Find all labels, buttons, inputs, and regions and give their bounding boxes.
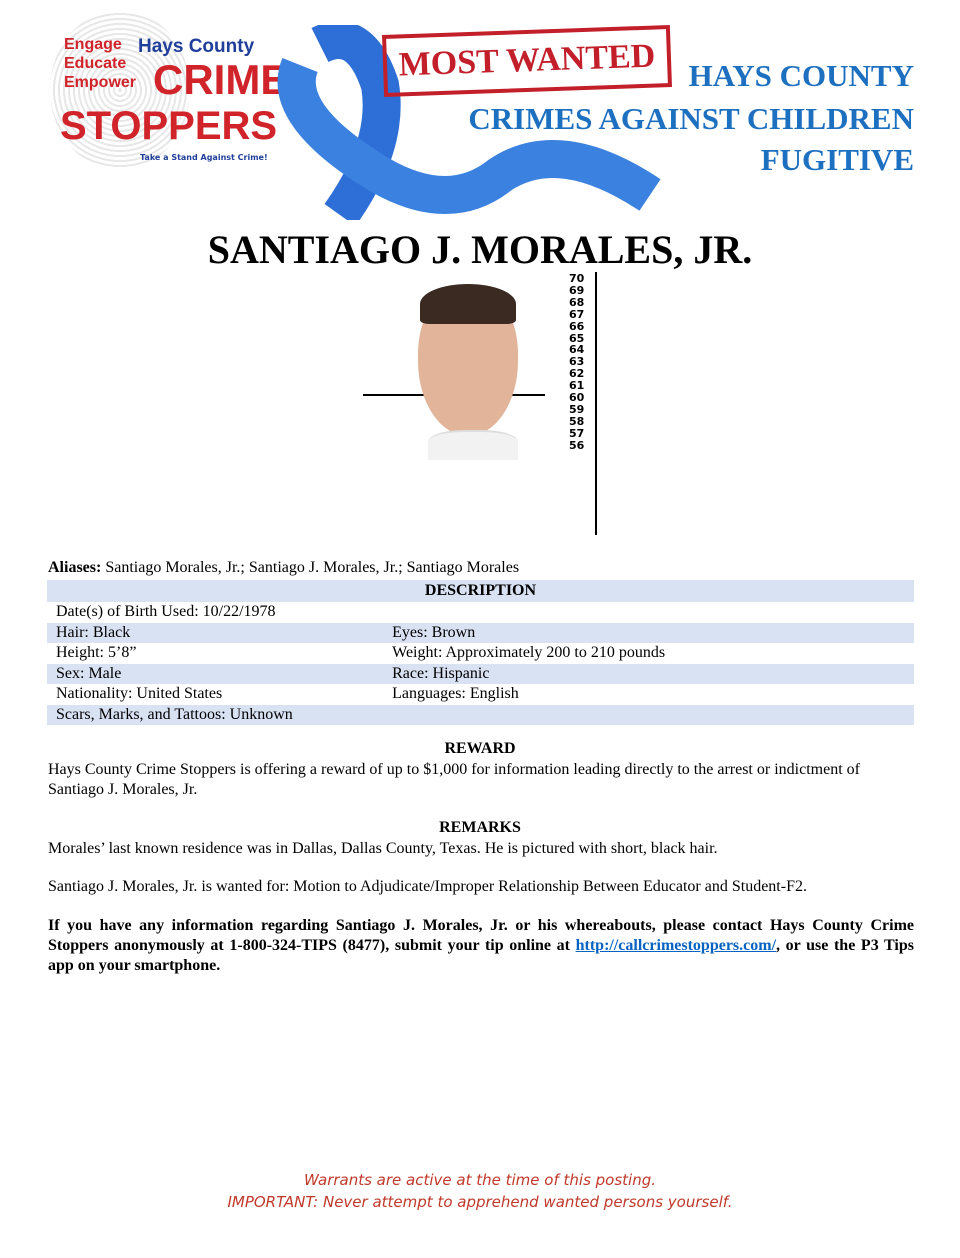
height-mark: 62 <box>569 367 585 381</box>
languages: Languages: English <box>392 685 519 703</box>
logo-educate: Educate <box>64 55 127 72</box>
logo-stoppers: STOPPERS <box>60 104 278 148</box>
footer-important: IMPORTANT: Never attempt to apprehend wanted persons yourself. <box>227 1193 733 1211</box>
height-mark: 57 <box>569 426 585 440</box>
height-mark: 70 <box>569 272 585 285</box>
height-mark: 65 <box>569 331 585 345</box>
weight: Weight: Approximately 200 to 210 pounds <box>392 644 666 662</box>
remarks-charges: Santiago J. Morales, Jr. is wanted for: Motion to Adjudicate/Improper Relationship Between Educator and Student-F2. <box>48 878 807 895</box>
contact-info <box>48 916 914 976</box>
description-heading: DESCRIPTION <box>47 580 914 602</box>
aliases <box>48 558 519 578</box>
title-crimes-against-children: CRIMES AGAINST CHILDREN <box>468 101 914 136</box>
height-mark: 59 <box>569 402 585 416</box>
most-wanted-stamp: MOST WANTED <box>382 25 672 97</box>
contact-text: If you have any information regarding Santiago J. Morales, Jr. or his whereabouts, please contact Hays County Crime Stoppers anonymously at 1-800-324-TIPS (8477), submit your tip online at <box>48 917 914 954</box>
height-chart-line <box>595 272 597 535</box>
logo-county: Hays County <box>138 36 255 57</box>
height-mark: 64 <box>569 343 585 357</box>
height-mark: 67 <box>569 307 585 321</box>
contact-text-end: , or use the P3 Tips app on your smartphone. <box>48 937 914 974</box>
height-chart <box>569 273 584 452</box>
hair: Hair: Black <box>47 623 383 644</box>
height-mark: 69 <box>569 283 585 297</box>
logo-engage: Engage <box>64 36 122 53</box>
logo-tagline: Take a Stand Against Crime! <box>140 153 268 162</box>
remarks-residence: Morales’ last known residence was in Dallas, Dallas County, Texas. He is pictured with short, black hair. <box>48 840 718 857</box>
aliases-label: Aliases: <box>48 559 102 576</box>
mugshot-shirt <box>428 430 518 460</box>
fugitive-name: SANTIAGO J. MORALES, JR. <box>207 227 753 272</box>
nationality: Nationality: United States <box>56 685 223 703</box>
height: Height: 5’8” <box>56 644 137 662</box>
scars: Scars, Marks, and Tattoos: Unknown <box>47 705 914 726</box>
height-mark: 58 <box>569 414 585 428</box>
height-mark: 66 <box>569 319 585 333</box>
crimestoppers-link[interactable]: http://callcrimestoppers.com/ <box>575 937 777 954</box>
height-mark: 56 <box>569 438 585 452</box>
footer-warrants: Warrants are active at the time of this posting. <box>303 1171 657 1189</box>
logo-empower: Empower <box>64 74 137 91</box>
height-mark: 61 <box>569 379 585 393</box>
reward-text: Hays County Crime Stoppers is offering a reward of up to $1,000 for information leading directly to the arrest or indictment of Santiago J. Morales, Jr. <box>48 761 860 798</box>
eyes: Eyes: Brown <box>383 623 914 644</box>
sex: Sex: Male <box>47 664 383 685</box>
aliases-value: Santiago Morales, Jr.; Santiago J. Morales, Jr.; Santiago Morales <box>101 559 520 576</box>
remarks-heading: REMARKS <box>439 819 521 836</box>
dob: Date(s) of Birth Used: 10/22/1978 <box>56 603 276 621</box>
title-hays-county: HAYS COUNTY <box>688 58 914 93</box>
race: Race: Hispanic <box>383 664 914 685</box>
logo-crime: CRIME <box>153 56 289 103</box>
height-mark: 60 <box>569 391 585 405</box>
height-mark: 68 <box>569 295 585 309</box>
mugshot-hair <box>420 284 516 324</box>
height-mark: 63 <box>569 355 585 369</box>
title-fugitive: FUGITIVE <box>760 142 914 177</box>
description-table <box>47 580 914 725</box>
reward-heading: REWARD <box>444 740 516 757</box>
